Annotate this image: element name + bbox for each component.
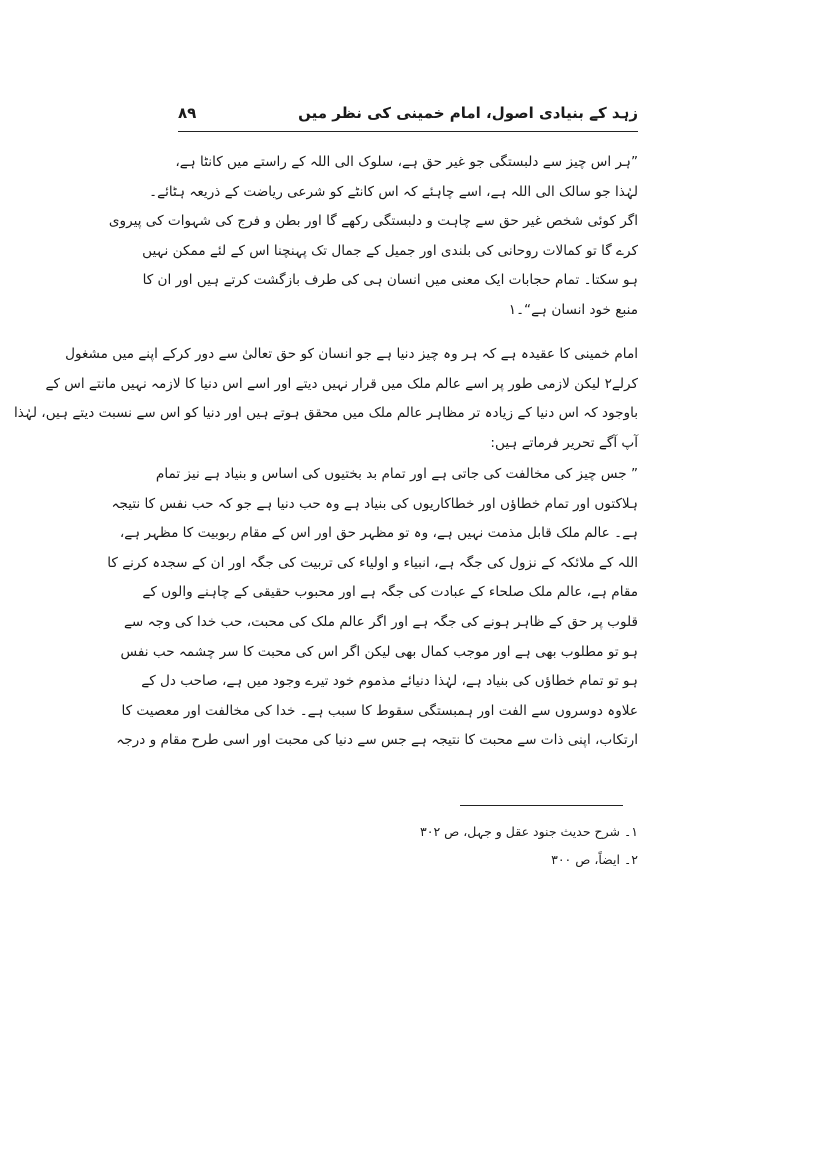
quote-line: ہلاکتوں اور تمام خطاؤں اور خطاکاریوں کی بنیاد ہے وہ حب دنیا ہے جو کہ حب نفس کا نتیجہ — [111, 495, 638, 512]
quote-line: ”ہر اس چیز سے دلبستگی جو غیر حق ہے، سلوک الی اللہ کے راستے میں کانٹا ہے، — [175, 154, 638, 170]
footnote-1: ۱۔ شرح حدیث جنود عقل و جہل، ص ۳۰۲ — [420, 824, 638, 839]
quote-line: کرے گا تو کمالات روحانی کی بلندی اور جمیل کے جمال تک پہنچنا اس کے لئے ممکن نہیں — [142, 242, 638, 259]
quote-line: منبع خود انسان ہے“۔۱ — [508, 301, 638, 318]
quote-line: لہٰذا جو سالک الی اللہ ہے، اسے چاہئے کہ اس کانٹے کو شرعی ریاضت کے ذریعہ ہٹائے۔ — [149, 183, 638, 200]
quote-line: ہے۔ عالم ملک قابل مذمت نہیں ہے، وہ تو مظہر حق اور اس کے مقام ربوبیت کا مظہر ہے، — [119, 525, 638, 542]
quote-line: مقام ہے، عالم ملک صلحاء کے عبادت کی جگہ ہے اور محبوب حقیقی کے چاہنے والوں کے — [142, 584, 638, 601]
page-number: ۸۹ — [178, 104, 197, 122]
footnote-2: ۲۔ ایضاً، ص ۳۰۰ — [551, 852, 638, 867]
quote-line: علاوہ دوسروں سے الفت اور ہمبستگی سقوط کا سبب ہے۔ خدا کی مخالفت اور معصیت کا — [121, 702, 638, 719]
quote-line: اگر کوئی شخص غیر حق سے چاہت و دلبستگی رکھے گا اور بطن و فرج کی شہوات کی پیروی — [108, 213, 638, 230]
quote-line: ہو تو تمام خطاؤں کی بنیاد ہے، لہٰذا دنیائے مذموم خود تیرے وجود میں ہے، صاحب دل کے — [141, 673, 638, 690]
paragraph-line: باوجود کہ اس دنیا کے زیادہ تر مظاہر عالم ملک میں محقق ہوتے ہیں اور دنیا کو اس سے نسبت دیتے ہیں، لہٰذا — [13, 405, 638, 422]
body-paragraph — [13, 340, 638, 458]
paragraph-line: امام خمینی کا عقیدہ ہے کہ ہر وہ چیز دنیا ہے جو انسان کو حق تعالیٰ سے دور کرکے اپنے میں مشغول — [65, 346, 638, 362]
quote-line: ہو سکتا۔ تمام حجابات ایک معنی میں انسان ہی کی طرف بازگشت کرتے ہیں اور ان کا — [142, 272, 638, 289]
quote-line: ہو تو مطلوب بھی ہے اور موجب کمال بھی لیکن اگر اس کی محبت کا سر چشمہ حب نفس — [120, 643, 638, 660]
footnote-rule — [460, 805, 623, 806]
page-header — [178, 100, 638, 128]
quote-line: ” جس چیز کی مخالفت کی جاتی ہے اور تمام بد بختیوں کی اساس و بنیاد ہے نیز تمام — [155, 466, 638, 482]
header-rule — [178, 131, 638, 132]
quote-line: قلوب پر حق کے ظاہر ہونے کی جگہ ہے اور اگر عالم ملک کی محبت، حب خدا کی وجہ سے — [123, 613, 638, 630]
quote-line: ارتکاب، اپنی ذات سے محبت کا نتیجہ ہے جس سے دنیا کی محبت اور اسی طرح مقام و درجہ — [116, 732, 638, 749]
footnotes — [300, 818, 638, 874]
paragraph-line: کرلے۲ لیکن لازمی طور پر اسے عالم ملک میں قرار نہیں دیتے اور اسے اس دنیا کا لازمہ نہیں مانتے اس کے — [45, 375, 638, 392]
quote-block-2 — [107, 460, 638, 756]
quote-block-1 — [108, 148, 638, 326]
paragraph-line: آپ آگے تحریر فرماتے ہیں: — [490, 434, 638, 451]
quote-line: اللہ کے ملائکہ کے نزول کی جگہ ہے، انبیاء و اولیاء کی تربیت کی جگہ اور ان کے سجدہ کرنے کا — [107, 554, 638, 571]
running-title: زہد کے بنیادی اصول، امام خمینی کی نظر میں — [298, 104, 638, 122]
